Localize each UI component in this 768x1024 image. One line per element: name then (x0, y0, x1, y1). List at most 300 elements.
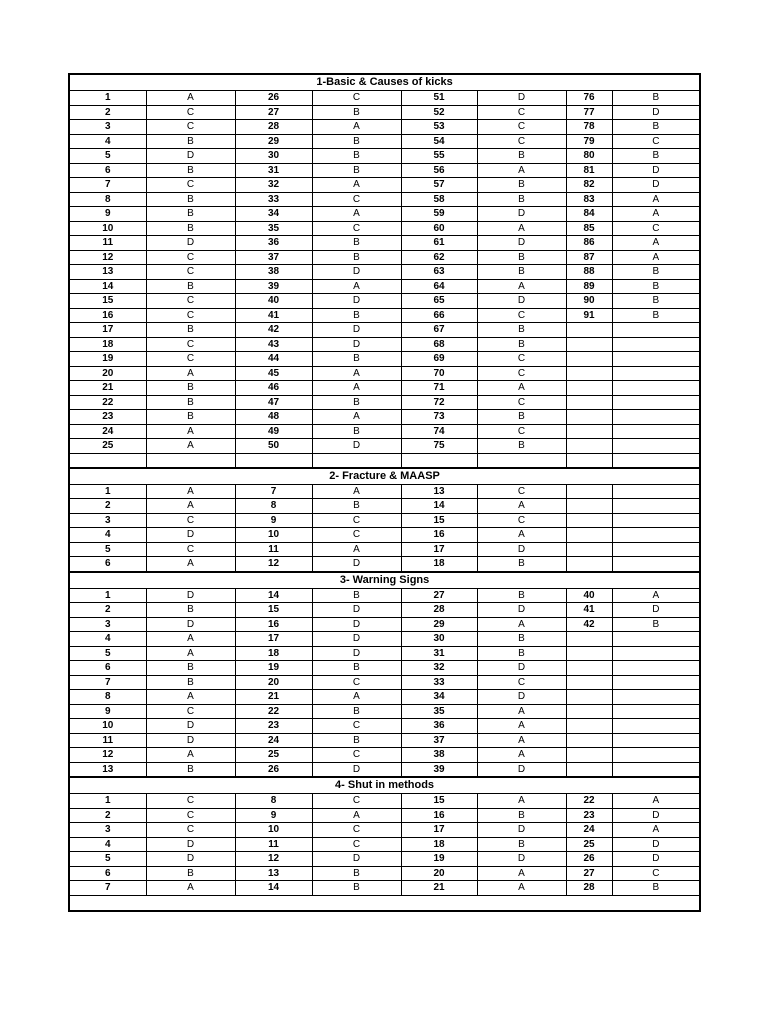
answer-letter: A (477, 221, 566, 236)
question-number: 1 (69, 794, 146, 809)
answer-letter: A (477, 528, 566, 543)
question-number: 62 (401, 250, 477, 265)
question-number: 7 (69, 178, 146, 193)
question-number: 16 (401, 528, 477, 543)
answer-letter: A (146, 439, 235, 454)
answer-letter: B (612, 120, 700, 135)
question-number: 12 (235, 852, 312, 867)
answer-letter: C (146, 704, 235, 719)
question-number: 15 (401, 794, 477, 809)
answer-letter (612, 661, 700, 676)
answer-row (69, 424, 700, 439)
answer-letter: B (312, 250, 401, 265)
blank-cell (69, 453, 146, 468)
answer-row (69, 794, 700, 809)
answer-row (69, 134, 700, 149)
question-number: 37 (235, 250, 312, 265)
answer-letter: B (477, 837, 566, 852)
question-number: 10 (69, 719, 146, 734)
question-number: 34 (401, 690, 477, 705)
question-number: 19 (235, 661, 312, 676)
question-number: 88 (566, 265, 612, 280)
answer-letter: B (312, 395, 401, 410)
answer-letter: B (477, 808, 566, 823)
answer-letter: C (146, 265, 235, 280)
question-number: 20 (401, 866, 477, 881)
answer-letter: C (477, 513, 566, 528)
question-number (566, 410, 612, 425)
answer-letter: D (312, 646, 401, 661)
answer-row (69, 352, 700, 367)
answer-letter: A (146, 424, 235, 439)
question-number (566, 542, 612, 557)
answer-letter (612, 337, 700, 352)
answer-letter: B (312, 499, 401, 514)
answer-letter: C (146, 178, 235, 193)
question-number: 38 (401, 748, 477, 763)
answer-letter: D (612, 837, 700, 852)
answer-letter: B (146, 279, 235, 294)
answer-letter: D (477, 542, 566, 557)
question-number: 13 (401, 484, 477, 499)
question-number: 25 (69, 439, 146, 454)
answer-letter: A (612, 192, 700, 207)
question-number: 52 (401, 105, 477, 120)
answer-letter (612, 542, 700, 557)
question-number: 76 (566, 91, 612, 106)
question-number (566, 719, 612, 734)
answer-letter: A (146, 366, 235, 381)
answer-row (69, 837, 700, 852)
question-number: 36 (235, 236, 312, 251)
answer-letter: C (477, 424, 566, 439)
question-number: 66 (401, 308, 477, 323)
question-number: 21 (235, 690, 312, 705)
question-number: 33 (401, 675, 477, 690)
answer-row (69, 528, 700, 543)
question-number: 4 (69, 528, 146, 543)
answer-row (69, 192, 700, 207)
answer-letter: B (477, 323, 566, 338)
answer-letter (612, 499, 700, 514)
answer-letter: C (312, 192, 401, 207)
answer-letter: B (612, 308, 700, 323)
question-number (566, 632, 612, 647)
question-number: 14 (235, 881, 312, 896)
answer-letter: B (312, 105, 401, 120)
answer-row (69, 294, 700, 309)
answer-letter: C (146, 337, 235, 352)
question-number: 2 (69, 603, 146, 618)
answer-letter: D (146, 719, 235, 734)
answer-letter: D (146, 528, 235, 543)
answer-letter: A (312, 542, 401, 557)
question-number: 72 (401, 395, 477, 410)
answer-letter: B (312, 149, 401, 164)
answer-letter: C (146, 308, 235, 323)
section-title: 3- Warning Signs (69, 572, 700, 589)
answer-letter: C (312, 719, 401, 734)
answer-letter: B (146, 762, 235, 777)
question-number: 9 (235, 808, 312, 823)
answer-letter: A (477, 704, 566, 719)
answer-letter: B (312, 588, 401, 603)
question-number: 29 (401, 617, 477, 632)
answer-letter: A (612, 794, 700, 809)
answer-letter: C (477, 120, 566, 135)
answer-letter: C (312, 221, 401, 236)
question-number: 23 (566, 808, 612, 823)
question-number: 23 (69, 410, 146, 425)
question-number: 3 (69, 617, 146, 632)
answer-letter: B (146, 381, 235, 396)
answer-letter: A (312, 410, 401, 425)
question-number: 2 (69, 105, 146, 120)
question-number: 14 (235, 588, 312, 603)
question-number: 6 (69, 557, 146, 572)
question-number: 15 (235, 603, 312, 618)
question-number: 63 (401, 265, 477, 280)
question-number: 49 (235, 424, 312, 439)
question-number: 15 (69, 294, 146, 309)
question-number: 25 (235, 748, 312, 763)
answer-letter (612, 690, 700, 705)
question-number: 10 (235, 823, 312, 838)
answer-letter: C (146, 294, 235, 309)
question-number: 20 (69, 366, 146, 381)
answer-letter: A (312, 279, 401, 294)
question-number: 4 (69, 134, 146, 149)
answer-letter: A (477, 499, 566, 514)
answer-letter: A (477, 617, 566, 632)
answer-row (69, 120, 700, 135)
question-number: 27 (566, 866, 612, 881)
question-number: 74 (401, 424, 477, 439)
answer-letter: B (146, 323, 235, 338)
answer-row (69, 439, 700, 454)
question-number: 85 (566, 221, 612, 236)
section-title: 2- Fracture & MAASP (69, 468, 700, 485)
question-number: 39 (401, 762, 477, 777)
answer-row (69, 762, 700, 777)
answer-row (69, 719, 700, 734)
question-number: 34 (235, 207, 312, 222)
question-number: 3 (69, 120, 146, 135)
question-number: 90 (566, 294, 612, 309)
question-number: 27 (401, 588, 477, 603)
answer-letter (612, 381, 700, 396)
answer-letter: A (612, 236, 700, 251)
answer-letter: D (312, 337, 401, 352)
answer-letter: B (612, 294, 700, 309)
answer-letter: B (477, 265, 566, 280)
answer-row (69, 265, 700, 280)
answer-letter: C (146, 513, 235, 528)
answer-letter: A (612, 250, 700, 265)
answer-letter: A (146, 881, 235, 896)
blank-cell (612, 453, 700, 468)
question-number: 12 (69, 748, 146, 763)
question-number: 25 (566, 837, 612, 852)
question-number: 50 (235, 439, 312, 454)
answer-letter (612, 424, 700, 439)
question-number: 6 (69, 866, 146, 881)
question-number: 8 (69, 192, 146, 207)
answer-letter: A (612, 207, 700, 222)
question-number (566, 513, 612, 528)
answer-letter: A (477, 719, 566, 734)
question-number (566, 337, 612, 352)
answer-letter: C (312, 748, 401, 763)
answer-letter: D (612, 808, 700, 823)
question-number: 35 (401, 704, 477, 719)
question-number: 5 (69, 149, 146, 164)
answer-letter (612, 513, 700, 528)
question-number: 19 (401, 852, 477, 867)
answer-letter: C (146, 105, 235, 120)
question-number: 41 (566, 603, 612, 618)
answer-letter: B (477, 410, 566, 425)
answer-row (69, 617, 700, 632)
answer-letter (612, 352, 700, 367)
answer-letter: C (146, 542, 235, 557)
answer-letter: C (312, 794, 401, 809)
answer-letter: C (146, 250, 235, 265)
answer-letter: C (146, 120, 235, 135)
answer-letter: D (146, 837, 235, 852)
question-number: 37 (401, 733, 477, 748)
answer-letter: B (477, 337, 566, 352)
answer-row (69, 733, 700, 748)
answer-letter: B (146, 661, 235, 676)
answer-letter: B (477, 439, 566, 454)
question-number: 3 (69, 823, 146, 838)
answer-letter: B (612, 149, 700, 164)
question-number: 68 (401, 337, 477, 352)
question-number: 48 (235, 410, 312, 425)
answer-letter: C (477, 134, 566, 149)
answer-letter: C (146, 352, 235, 367)
question-number: 55 (401, 149, 477, 164)
question-number: 4 (69, 632, 146, 647)
question-number: 28 (401, 603, 477, 618)
answer-row (69, 823, 700, 838)
answer-letter: A (146, 632, 235, 647)
answer-row (69, 484, 700, 499)
answer-letter: C (477, 308, 566, 323)
answer-letter (612, 675, 700, 690)
answer-letter: D (477, 207, 566, 222)
question-number: 71 (401, 381, 477, 396)
answer-letter: C (312, 675, 401, 690)
answer-row (69, 337, 700, 352)
question-number: 11 (235, 542, 312, 557)
question-number: 28 (235, 120, 312, 135)
question-number: 18 (401, 557, 477, 572)
answer-letter: A (312, 178, 401, 193)
answer-letter: B (477, 192, 566, 207)
section-title: 4- Shut in methods (69, 777, 700, 794)
answer-row (69, 690, 700, 705)
question-number: 67 (401, 323, 477, 338)
answer-letter: A (312, 120, 401, 135)
blank-cell (146, 453, 235, 468)
answer-letter (612, 366, 700, 381)
answer-letter: B (312, 236, 401, 251)
answer-letter: B (612, 279, 700, 294)
question-number: 56 (401, 163, 477, 178)
answer-letter (612, 439, 700, 454)
answer-letter: B (312, 704, 401, 719)
question-number: 36 (401, 719, 477, 734)
answer-letter: C (312, 837, 401, 852)
question-number: 16 (401, 808, 477, 823)
answer-letter: B (612, 265, 700, 280)
question-number: 2 (69, 808, 146, 823)
question-number: 17 (401, 823, 477, 838)
answer-letter: A (146, 690, 235, 705)
answer-letter: C (612, 134, 700, 149)
question-number: 21 (401, 881, 477, 896)
answer-letter (612, 557, 700, 572)
answer-letter: D (312, 439, 401, 454)
answer-letter: D (477, 690, 566, 705)
answer-letter (612, 719, 700, 734)
question-number: 29 (235, 134, 312, 149)
blank-cell (401, 453, 477, 468)
answer-row (69, 149, 700, 164)
question-number: 7 (69, 881, 146, 896)
question-number: 13 (69, 762, 146, 777)
blank-cell (312, 453, 401, 468)
answer-letter: A (477, 163, 566, 178)
answer-letter: D (477, 236, 566, 251)
question-number: 58 (401, 192, 477, 207)
question-number: 45 (235, 366, 312, 381)
question-number: 20 (235, 675, 312, 690)
answer-letter: B (477, 250, 566, 265)
answer-letter: C (612, 866, 700, 881)
question-number (566, 762, 612, 777)
question-number: 8 (69, 690, 146, 705)
answer-letter: B (312, 733, 401, 748)
question-number: 42 (235, 323, 312, 338)
question-number: 40 (566, 588, 612, 603)
answer-letter: D (612, 178, 700, 193)
section-header-row (69, 572, 700, 589)
blank-cell (235, 453, 312, 468)
answer-row (69, 603, 700, 618)
question-number (566, 661, 612, 676)
question-number: 14 (69, 279, 146, 294)
answer-row (69, 395, 700, 410)
question-number: 33 (235, 192, 312, 207)
question-number: 10 (235, 528, 312, 543)
answer-letter: B (612, 881, 700, 896)
question-number (566, 484, 612, 499)
answer-letter: A (477, 881, 566, 896)
answer-letter: C (146, 823, 235, 838)
answer-letter: D (312, 265, 401, 280)
question-number: 57 (401, 178, 477, 193)
answer-letter: C (477, 395, 566, 410)
answer-letter: D (146, 236, 235, 251)
question-number: 30 (401, 632, 477, 647)
question-number: 4 (69, 837, 146, 852)
answer-letter: B (146, 675, 235, 690)
question-number: 83 (566, 192, 612, 207)
answer-letter: D (312, 852, 401, 867)
question-number: 18 (401, 837, 477, 852)
answer-letter: B (146, 134, 235, 149)
answer-letter: D (477, 852, 566, 867)
question-number: 43 (235, 337, 312, 352)
question-number: 12 (69, 250, 146, 265)
answer-row (69, 646, 700, 661)
answer-letter: A (477, 733, 566, 748)
question-number: 54 (401, 134, 477, 149)
answer-letter: B (477, 557, 566, 572)
question-number: 86 (566, 236, 612, 251)
section-header-row (69, 468, 700, 485)
answer-letter: B (146, 866, 235, 881)
answer-letter: B (312, 308, 401, 323)
question-number: 26 (235, 762, 312, 777)
answer-row (69, 207, 700, 222)
question-number: 12 (235, 557, 312, 572)
answer-letter: D (312, 294, 401, 309)
answer-row (69, 675, 700, 690)
answer-letter: B (146, 410, 235, 425)
answer-row (69, 250, 700, 265)
answer-letter: B (146, 163, 235, 178)
question-number: 17 (69, 323, 146, 338)
answer-letter: C (612, 221, 700, 236)
answer-row (69, 381, 700, 396)
question-number: 13 (69, 265, 146, 280)
question-number: 47 (235, 395, 312, 410)
question-number: 77 (566, 105, 612, 120)
question-number: 81 (566, 163, 612, 178)
question-number: 32 (235, 178, 312, 193)
question-number: 11 (69, 236, 146, 251)
answer-row (69, 366, 700, 381)
question-number: 2 (69, 499, 146, 514)
question-number (566, 366, 612, 381)
answer-letter: B (312, 424, 401, 439)
answer-letter: A (612, 823, 700, 838)
answer-letter: B (312, 661, 401, 676)
question-number: 73 (401, 410, 477, 425)
answer-row (69, 410, 700, 425)
answer-row (69, 748, 700, 763)
answer-letter: A (146, 748, 235, 763)
answer-letter: D (312, 617, 401, 632)
question-number: 87 (566, 250, 612, 265)
answer-letter: A (477, 748, 566, 763)
answer-letter: B (312, 134, 401, 149)
question-number (566, 733, 612, 748)
question-number: 89 (566, 279, 612, 294)
question-number: 28 (566, 881, 612, 896)
question-number (566, 424, 612, 439)
answer-letter: A (312, 207, 401, 222)
answer-letter: D (146, 733, 235, 748)
answer-letter: C (477, 484, 566, 499)
answer-row (69, 105, 700, 120)
answer-letter: C (146, 808, 235, 823)
answer-letter: C (477, 352, 566, 367)
